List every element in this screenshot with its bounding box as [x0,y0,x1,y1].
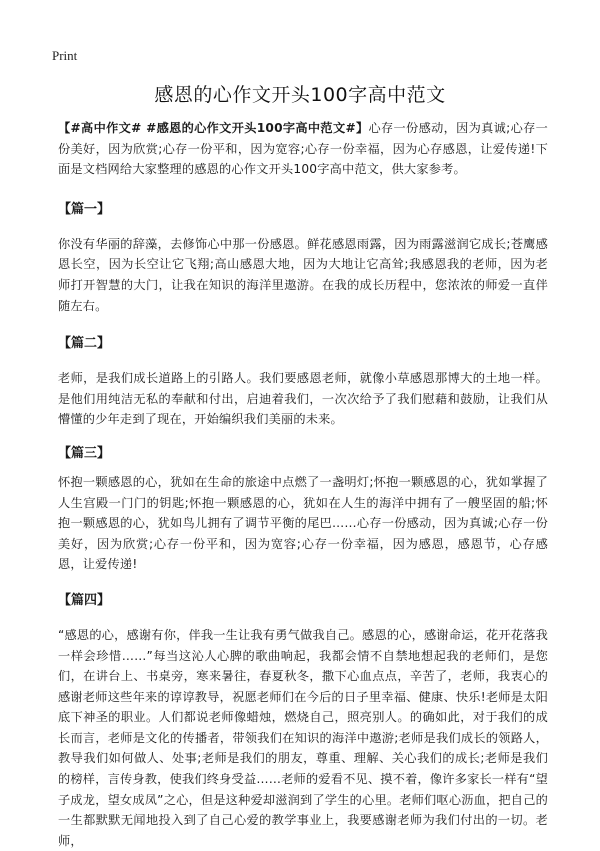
section-heading-4: 【篇四】 [58,592,111,608]
section-heading-2: 【篇二】 [58,336,111,352]
section-body-3: 怀抱一颗感恩的心，犹如在生命的旅途中点燃了一盏明灯;怀抱一颗感恩的心，犹如掌握了人生宫殿一门门的钥匙;怀抱一颗感恩的心，犹如在人生的海洋中拥有了一艘坚固的船;怀抱一颗感恩的心，犹如鸟儿拥有了调节平衡的尾巴……心存一份感动，因为真诚;心存一份美好，因为欣赏;心存一份平和，因为宽容;心存一份幸福，因为感恩，感恩节，心存感恩，让爱传递! [58,474,548,572]
intro-text: 心存一份感动，因为真诚;心存一份美好，因为欣赏;心存一份平和，因为宽容;心存一份幸福，因为心存感恩，让爱传递!下面是文档网给大家整理的感恩的心作文开头100字高中范文，供大家参考。 [58,121,549,177]
section-body-4: “感恩的心，感谢有你，伴我一生让我有勇气做我自己。感恩的心，感谢命运，花开花落我一样会珍惜……”每当这沁人心脾的歌曲响起，我都会情不自禁地想起我的老师们，是您们，在讲台上、书桌旁，寒来暑往，春夏秋冬，撒下心血点点，辛苦了，老师，我衷心的感谢老师这些年来的谆谆教导，祝愿老师们在今后的日子里幸福、健康、快乐!老师是太阳底下神圣的职业。人们都说老师像蜡烛，燃烧自己，照亮别人。的确如此，对于我们的成长而言，老师是文化的传播者，带领我们在知识的海洋中遨游;老师是我们成长的领路人，教导我们如何做人、处事;老师是我们的朋友，尊重、理解、关心我们的成长;老师是我们的榜样，言传身教，使我们终身受益……老师的爱看不见、摸不着，像许多家长一样有“望子成龙，望女成凤”之心，但是这种爱却滋润到了学生的心里。老师们呕心沥血，把自己的一生都默默无闻地投入到了自己心爱的教学事业上，我要感谢老师为我们付出的一切。老师， [58,627,548,848]
print-link[interactable]: Print [52,48,78,63]
intro-paragraph [58,118,548,180]
intro-tag: 【#高中作文# #感恩的心作文开头100字高中范文#】 [58,121,369,135]
section-body-1: 你没有华丽的辞藻，去修饰心中那一份感恩。鲜花感恩雨露，因为雨露滋润它成长;苍鹰感恩长空，因为长空让它飞翔;高山感恩大地，因为大地让它高耸;我感恩我的老师，因为老师打开智慧的大门，让我在知识的海洋里遨游。在我的成长历程中，您浓浓的师爱一直伴随左右。 [58,236,548,313]
section-heading-1: 【篇一】 [58,201,111,217]
section-body-2: 老师，是我们成长道路上的引路人。我们要感恩老师，就像小草感恩那博大的土地一样。是他们用纯洁无私的奉献和付出，启迪着我们，一次次给予了我们慰藉和鼓励，让我们从懵懂的少年走到了现在，开始编织我们美丽的未来。 [58,371,548,427]
section-heading-3: 【篇三】 [58,445,111,461]
page-title: 感恩的心作文开头100字高中范文 [154,84,446,106]
article-body [58,118,548,851]
